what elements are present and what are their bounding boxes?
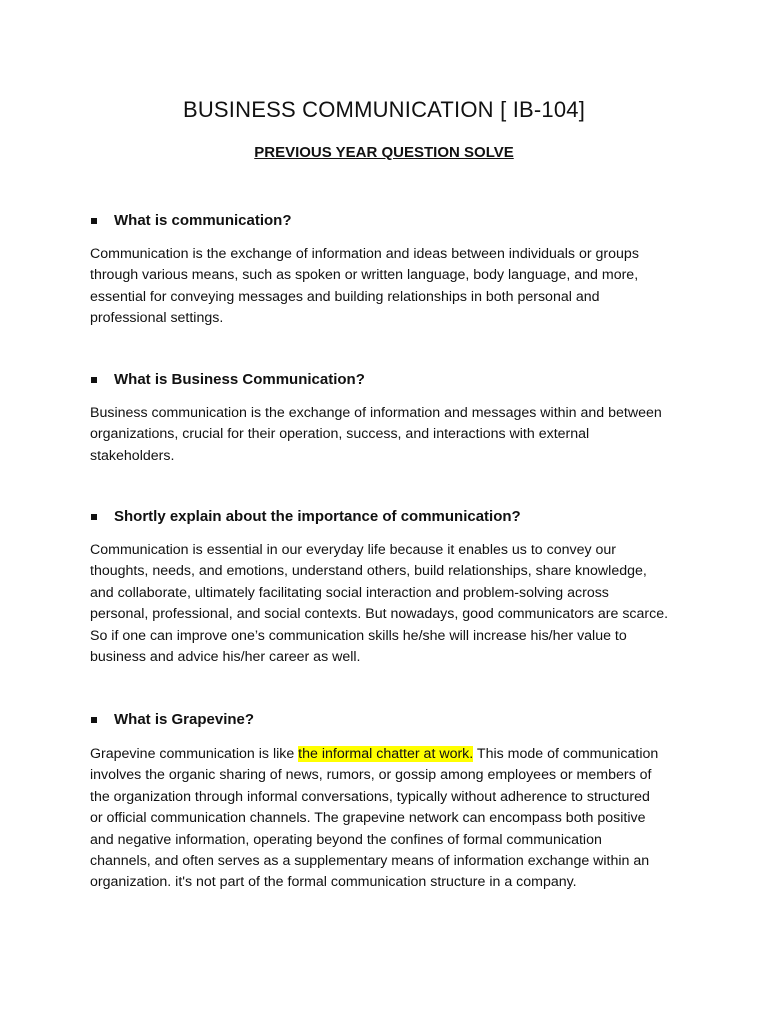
- square-bullet-icon: [91, 377, 97, 383]
- question-text: What is Grapevine?: [114, 711, 255, 728]
- paragraph-line: channels, and often serves as a supplementary means of information exchange within an: [90, 853, 650, 870]
- paragraph-line: Business communication is the exchange of information and messages within and between: [90, 405, 662, 421]
- question-text: What is communication?: [114, 212, 292, 229]
- paragraph-line: essential for conveying messages and building relationships in both personal and: [90, 288, 600, 305]
- question-heading: [90, 711, 254, 728]
- paragraph-line: personal, professional, and social contexts. But nowadays, good communicators are scarce.: [90, 606, 669, 623]
- paragraph-line: Communication is essential in our everyday life because it enables us to convey our: [90, 542, 617, 558]
- paragraph-line: Communication is the exchange of information and ideas between individuals or groups: [90, 246, 639, 262]
- answer-paragraph: [90, 540, 680, 668]
- paragraph-line: involves the organic sharing of news, rumors, or gossip among employees or members of: [90, 767, 652, 784]
- answer-paragraph: [90, 744, 680, 894]
- square-bullet-icon: [91, 717, 97, 723]
- document-title: BUSINESS COMMUNICATION [ IB-104]: [182, 97, 586, 122]
- paragraph-line: professional settings.: [90, 310, 224, 327]
- paragraph-line: So if one can improve one’s communication skills he/she will increase his/her value to: [90, 627, 627, 644]
- question-heading: [90, 371, 365, 388]
- square-bullet-icon: [91, 514, 97, 520]
- paragraph-line: stakeholders.: [90, 447, 175, 464]
- paragraph-line: organizations, crucial for their operation, success, and interactions with external: [90, 426, 590, 443]
- question-heading: [90, 508, 521, 525]
- paragraph-line: through various means, such as spoken or written language, body language, and more,: [90, 267, 639, 284]
- highlighted-text: the informal chatter at work.: [298, 746, 474, 762]
- question-text: Shortly explain about the importance of communication?: [114, 508, 521, 525]
- answer-paragraph: [90, 403, 680, 467]
- paragraph-line: the organization through informal conversations, typically without adherence to structured: [90, 788, 650, 805]
- text-run: Grapevine communication is like: [90, 746, 299, 762]
- text-run: This mode of communication: [473, 746, 659, 762]
- paragraph-line: or official communication channels. The grapevine network can encompass both positive: [90, 810, 646, 827]
- paragraph-line: organization. it's not part of the formal communication structure in a company.: [90, 874, 577, 891]
- answer-paragraph: [90, 244, 680, 330]
- paragraph-line: business and advice his/her career as well.: [90, 649, 361, 666]
- paragraph-line: and negative information, operating beyond the confines of formal communication: [90, 831, 602, 848]
- paragraph-line: thoughts, needs, and emotions, understand others, build relationships, share knowledge,: [90, 563, 647, 580]
- question-heading: [90, 212, 292, 229]
- document-subtitle: PREVIOUS YEAR QUESTION SOLVE: [254, 144, 514, 161]
- paragraph-line: [90, 744, 680, 765]
- question-text: What is Business Communication?: [114, 371, 365, 388]
- paragraph-line: and collaborate, ultimately facilitating social interaction and problem-solving across: [90, 584, 609, 601]
- square-bullet-icon: [91, 218, 97, 224]
